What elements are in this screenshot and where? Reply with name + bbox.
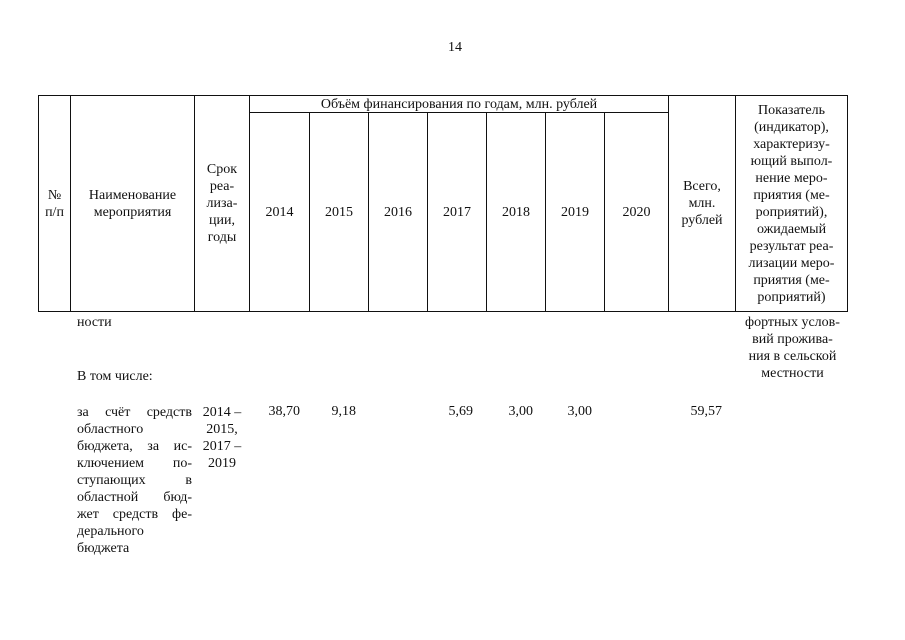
header-total: Всего, млн. рублей [681, 179, 723, 228]
indicator-continuation: фортных услов- вий прожива- ния в сельской местности [745, 315, 840, 381]
header-border-right [847, 95, 848, 312]
table-header [38, 95, 848, 312]
row-period: 2014 – 2015, 2017 – 2019 [202, 405, 242, 471]
header-num: № п/п [45, 187, 64, 220]
header-year-2015: 2015 [325, 204, 353, 220]
value-2014: 38,70 [268, 404, 300, 419]
header-indicator: Показатель (индикатор), характеризу- ющий выпол- нение меро- приятия (ме- роприятий), ожидаемый результат реа- лизации меро- приятия (ме- роприятий) [748, 102, 835, 305]
value-2019: 3,00 [567, 404, 592, 419]
header-year-2018: 2018 [502, 204, 530, 220]
row-name-line: дерального [77, 524, 144, 539]
value-2018: 3,00 [508, 404, 533, 419]
header-year-2019: 2019 [561, 204, 589, 220]
header-year-2020: 2020 [622, 204, 651, 220]
row-name-line: ключением по- [77, 456, 192, 471]
name-continuation: ности [77, 315, 112, 330]
header-funding-group: Объём финансирования по годам, млн. рублей [320, 96, 598, 112]
row-name-line: бюджета [77, 541, 130, 556]
row-name-line: за счёт средств [77, 405, 192, 420]
subheading: В том числе: [77, 369, 153, 384]
header-year-2016: 2016 [384, 204, 412, 220]
header-year-2017: 2017 [443, 204, 471, 220]
row-name-line: ступающих в [77, 473, 192, 488]
page-number: 14 [448, 40, 462, 55]
header-year-2014: 2014 [265, 204, 294, 220]
value-2017: 5,69 [448, 404, 473, 419]
value-2015: 9,18 [331, 404, 356, 419]
row-name-line: областной бюд- [77, 490, 192, 505]
header-border-bottom [38, 311, 848, 312]
value-total: 59,57 [690, 404, 722, 419]
row-name-line: бюджета, за ис- [77, 439, 192, 454]
row-name [77, 404, 192, 557]
row-name-line: жет средств фе- [77, 507, 192, 522]
row-name-line: областного [77, 422, 144, 437]
header-period: Срок реа- лиза- ции, годы [206, 162, 238, 245]
header-name: Наименование мероприятия [88, 187, 177, 220]
